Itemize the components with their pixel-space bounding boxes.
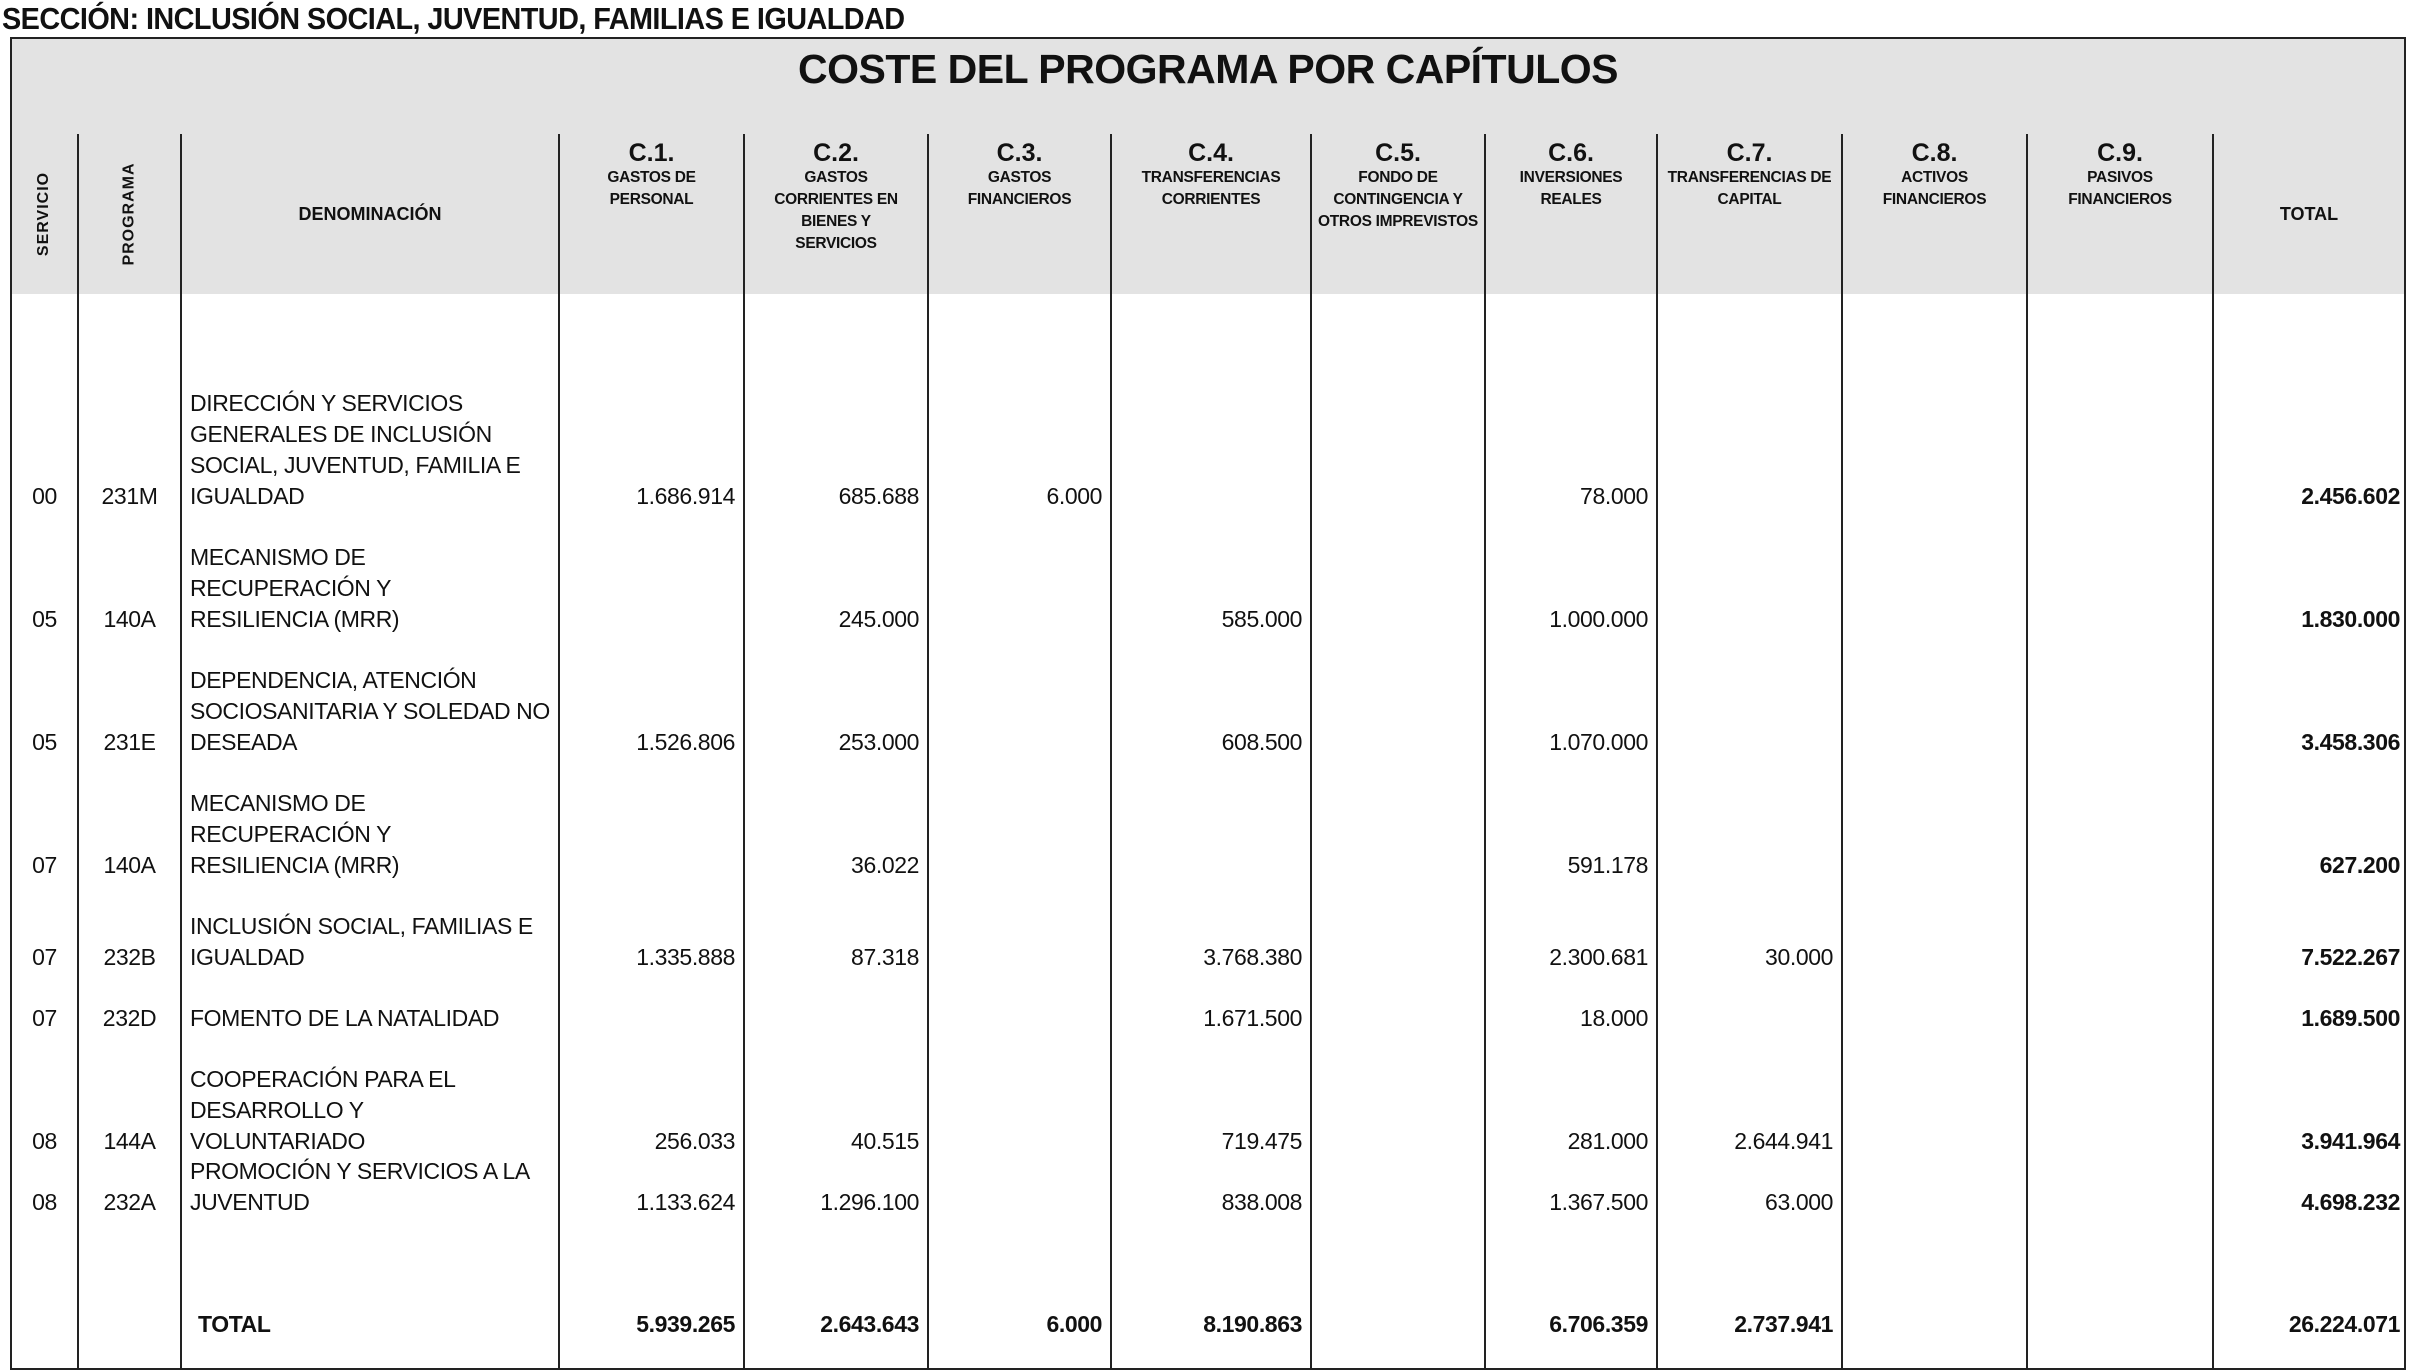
total-cell: 7.522.267	[2301, 944, 2400, 970]
total-cell: 3.458.306	[2301, 729, 2400, 755]
programa-cell: 232A	[103, 1189, 156, 1215]
header-c9: C.9. PASIVOS FINANCIEROS	[2068, 139, 2172, 208]
header-c6: C.6. INVERSIONES REALES	[1519, 139, 1623, 208]
c6-cell: 591.178	[1567, 852, 1648, 878]
programa-cell: 140A	[103, 852, 156, 878]
c4-cell: 719.475	[1221, 1128, 1302, 1154]
table-row	[12, 635, 2404, 758]
denominacion-cell: MECANISMO DE RECUPERACIÓN Y RESILIENCIA (MRR)	[190, 544, 400, 632]
servicio-cell: 05	[32, 606, 57, 632]
denominacion-cell: INCLUSIÓN SOCIAL, FAMILIAS E IGUALDAD	[190, 913, 533, 970]
total-c1: 5.939.265	[636, 1311, 735, 1337]
denominacion-cell: PROMOCIÓN Y SERVICIOS A LA JUVENTUD	[190, 1158, 529, 1215]
c2-cell: 685.688	[838, 483, 919, 509]
table-row	[12, 1034, 2404, 1157]
c4-cell: 608.500	[1221, 729, 1302, 755]
c1-cell: 1.335.888	[636, 944, 735, 970]
total-cell: 4.698.232	[2301, 1189, 2400, 1215]
servicio-cell: 00	[32, 483, 57, 509]
header-denominacion: DENOMINACIÓN	[298, 203, 442, 224]
c6-cell: 1.000.000	[1549, 606, 1648, 632]
header-c2: C.2. GASTOS CORRIENTES EN BIENES Y SERVICIOS	[774, 139, 898, 252]
c2-cell: 40.515	[851, 1128, 919, 1154]
c4-cell: 3.768.380	[1203, 944, 1302, 970]
title-band	[12, 39, 2404, 135]
header-c3: C.3. GASTOS FINANCIEROS	[967, 139, 1072, 208]
c4-cell: 1.671.500	[1203, 1005, 1302, 1031]
total-cell: 2.456.602	[2301, 483, 2400, 509]
servicio-cell: 07	[32, 944, 57, 970]
c4-cell: 838.008	[1221, 1189, 1302, 1215]
table-row	[12, 512, 2404, 635]
c2-cell: 87.318	[851, 944, 919, 970]
header-c1: C.1. GASTOS DE PERSONAL	[607, 139, 696, 208]
c1-cell: 256.033	[654, 1128, 735, 1154]
total-cell: 1.830.000	[2301, 606, 2400, 632]
table-row	[12, 294, 2404, 512]
c1-cell: 1.686.914	[636, 483, 735, 509]
grand-total: 26.224.071	[2288, 1311, 2400, 1337]
total-c3: 6.000	[1046, 1311, 1102, 1337]
c6-cell: 1.367.500	[1549, 1189, 1648, 1215]
header-c7: C.7. TRANSFERENCIAS DE CAPITAL	[1667, 139, 1832, 208]
c3-cell: 6.000	[1046, 483, 1102, 509]
table-title: COSTE DEL PROGRAMA POR CAPÍTULOS	[798, 46, 1618, 92]
c7-cell: 30.000	[1765, 944, 1833, 970]
c6-cell: 281.000	[1567, 1128, 1648, 1154]
c2-cell: 36.022	[851, 852, 919, 878]
servicio-cell: 08	[32, 1189, 57, 1215]
servicio-cell: 07	[32, 1005, 57, 1031]
header-programa: PROGRAMA	[120, 162, 138, 266]
c6-cell: 1.070.000	[1549, 729, 1648, 755]
programa-cell: 232B	[103, 944, 156, 970]
total-cell: 3.941.964	[2301, 1128, 2400, 1154]
denominacion-cell: MECANISMO DE RECUPERACIÓN Y RESILIENCIA (MRR)	[190, 790, 400, 878]
c2-cell: 245.000	[838, 606, 919, 632]
header-total: TOTAL	[2279, 203, 2339, 224]
programa-cell: 231M	[101, 483, 158, 509]
c7-cell: 2.644.941	[1734, 1128, 1833, 1154]
table-row	[12, 881, 2404, 973]
c1-cell: 1.526.806	[636, 729, 735, 755]
servicio-cell: 07	[32, 852, 57, 878]
c2-cell: 1.296.100	[820, 1189, 919, 1215]
totals-label: TOTAL	[198, 1311, 271, 1337]
programa-cell: 140A	[103, 606, 156, 632]
total-cell: 1.689.500	[2301, 1005, 2400, 1031]
servicio-cell: 08	[32, 1128, 57, 1154]
total-cell: 627.200	[2319, 852, 2400, 878]
header-c4: C.4. TRANSFERENCIAS CORRIENTES	[1141, 139, 1281, 208]
header-servicio: SERVICIO	[35, 171, 53, 257]
programa-cell: 231E	[103, 729, 156, 755]
total-c7: 2.737.941	[1734, 1311, 1833, 1337]
table-row	[12, 1157, 2404, 1218]
totals-row	[12, 1218, 2404, 1340]
c6-cell: 2.300.681	[1549, 944, 1648, 970]
total-c4: 8.190.863	[1203, 1311, 1302, 1337]
denominacion-cell: DEPENDENCIA, ATENCIÓN SOCIOSANITARIA Y SOLEDAD NO DESEADA	[190, 667, 550, 755]
header-c5: C.5. FONDO DE CONTINGENCIA Y OTROS IMPREVISTOS	[1318, 139, 1478, 230]
c2-cell: 253.000	[838, 729, 919, 755]
c1-cell: 1.133.624	[636, 1189, 735, 1215]
c4-cell: 585.000	[1221, 606, 1302, 632]
header-c8: C.8. ACTIVOS FINANCIEROS	[1882, 139, 1987, 208]
program-cost-table	[10, 37, 2406, 1370]
total-c6: 6.706.359	[1549, 1311, 1648, 1337]
table-row	[12, 973, 2404, 1034]
servicio-cell: 05	[32, 729, 57, 755]
c6-cell: 78.000	[1580, 483, 1648, 509]
denominacion-cell: FOMENTO DE LA NATALIDAD	[190, 1005, 500, 1031]
programa-cell: 232D	[102, 1005, 157, 1031]
total-c2: 2.643.643	[820, 1311, 919, 1337]
c7-cell: 63.000	[1765, 1189, 1833, 1215]
c6-cell: 18.000	[1580, 1005, 1648, 1031]
table-row	[12, 758, 2404, 881]
section-title: SECCIÓN: INCLUSIÓN SOCIAL, JUVENTUD, FAMILIAS E IGUALDAD	[2, 1, 905, 36]
denominacion-cell: DIRECCIÓN Y SERVICIOS GENERALES DE INCLUSIÓN SOCIAL, JUVENTUD, FAMILIA E IGUALDAD	[190, 390, 521, 509]
denominacion-cell: COOPERACIÓN PARA EL DESARROLLO Y VOLUNTARIADO	[190, 1066, 455, 1154]
programa-cell: 144A	[103, 1128, 156, 1154]
